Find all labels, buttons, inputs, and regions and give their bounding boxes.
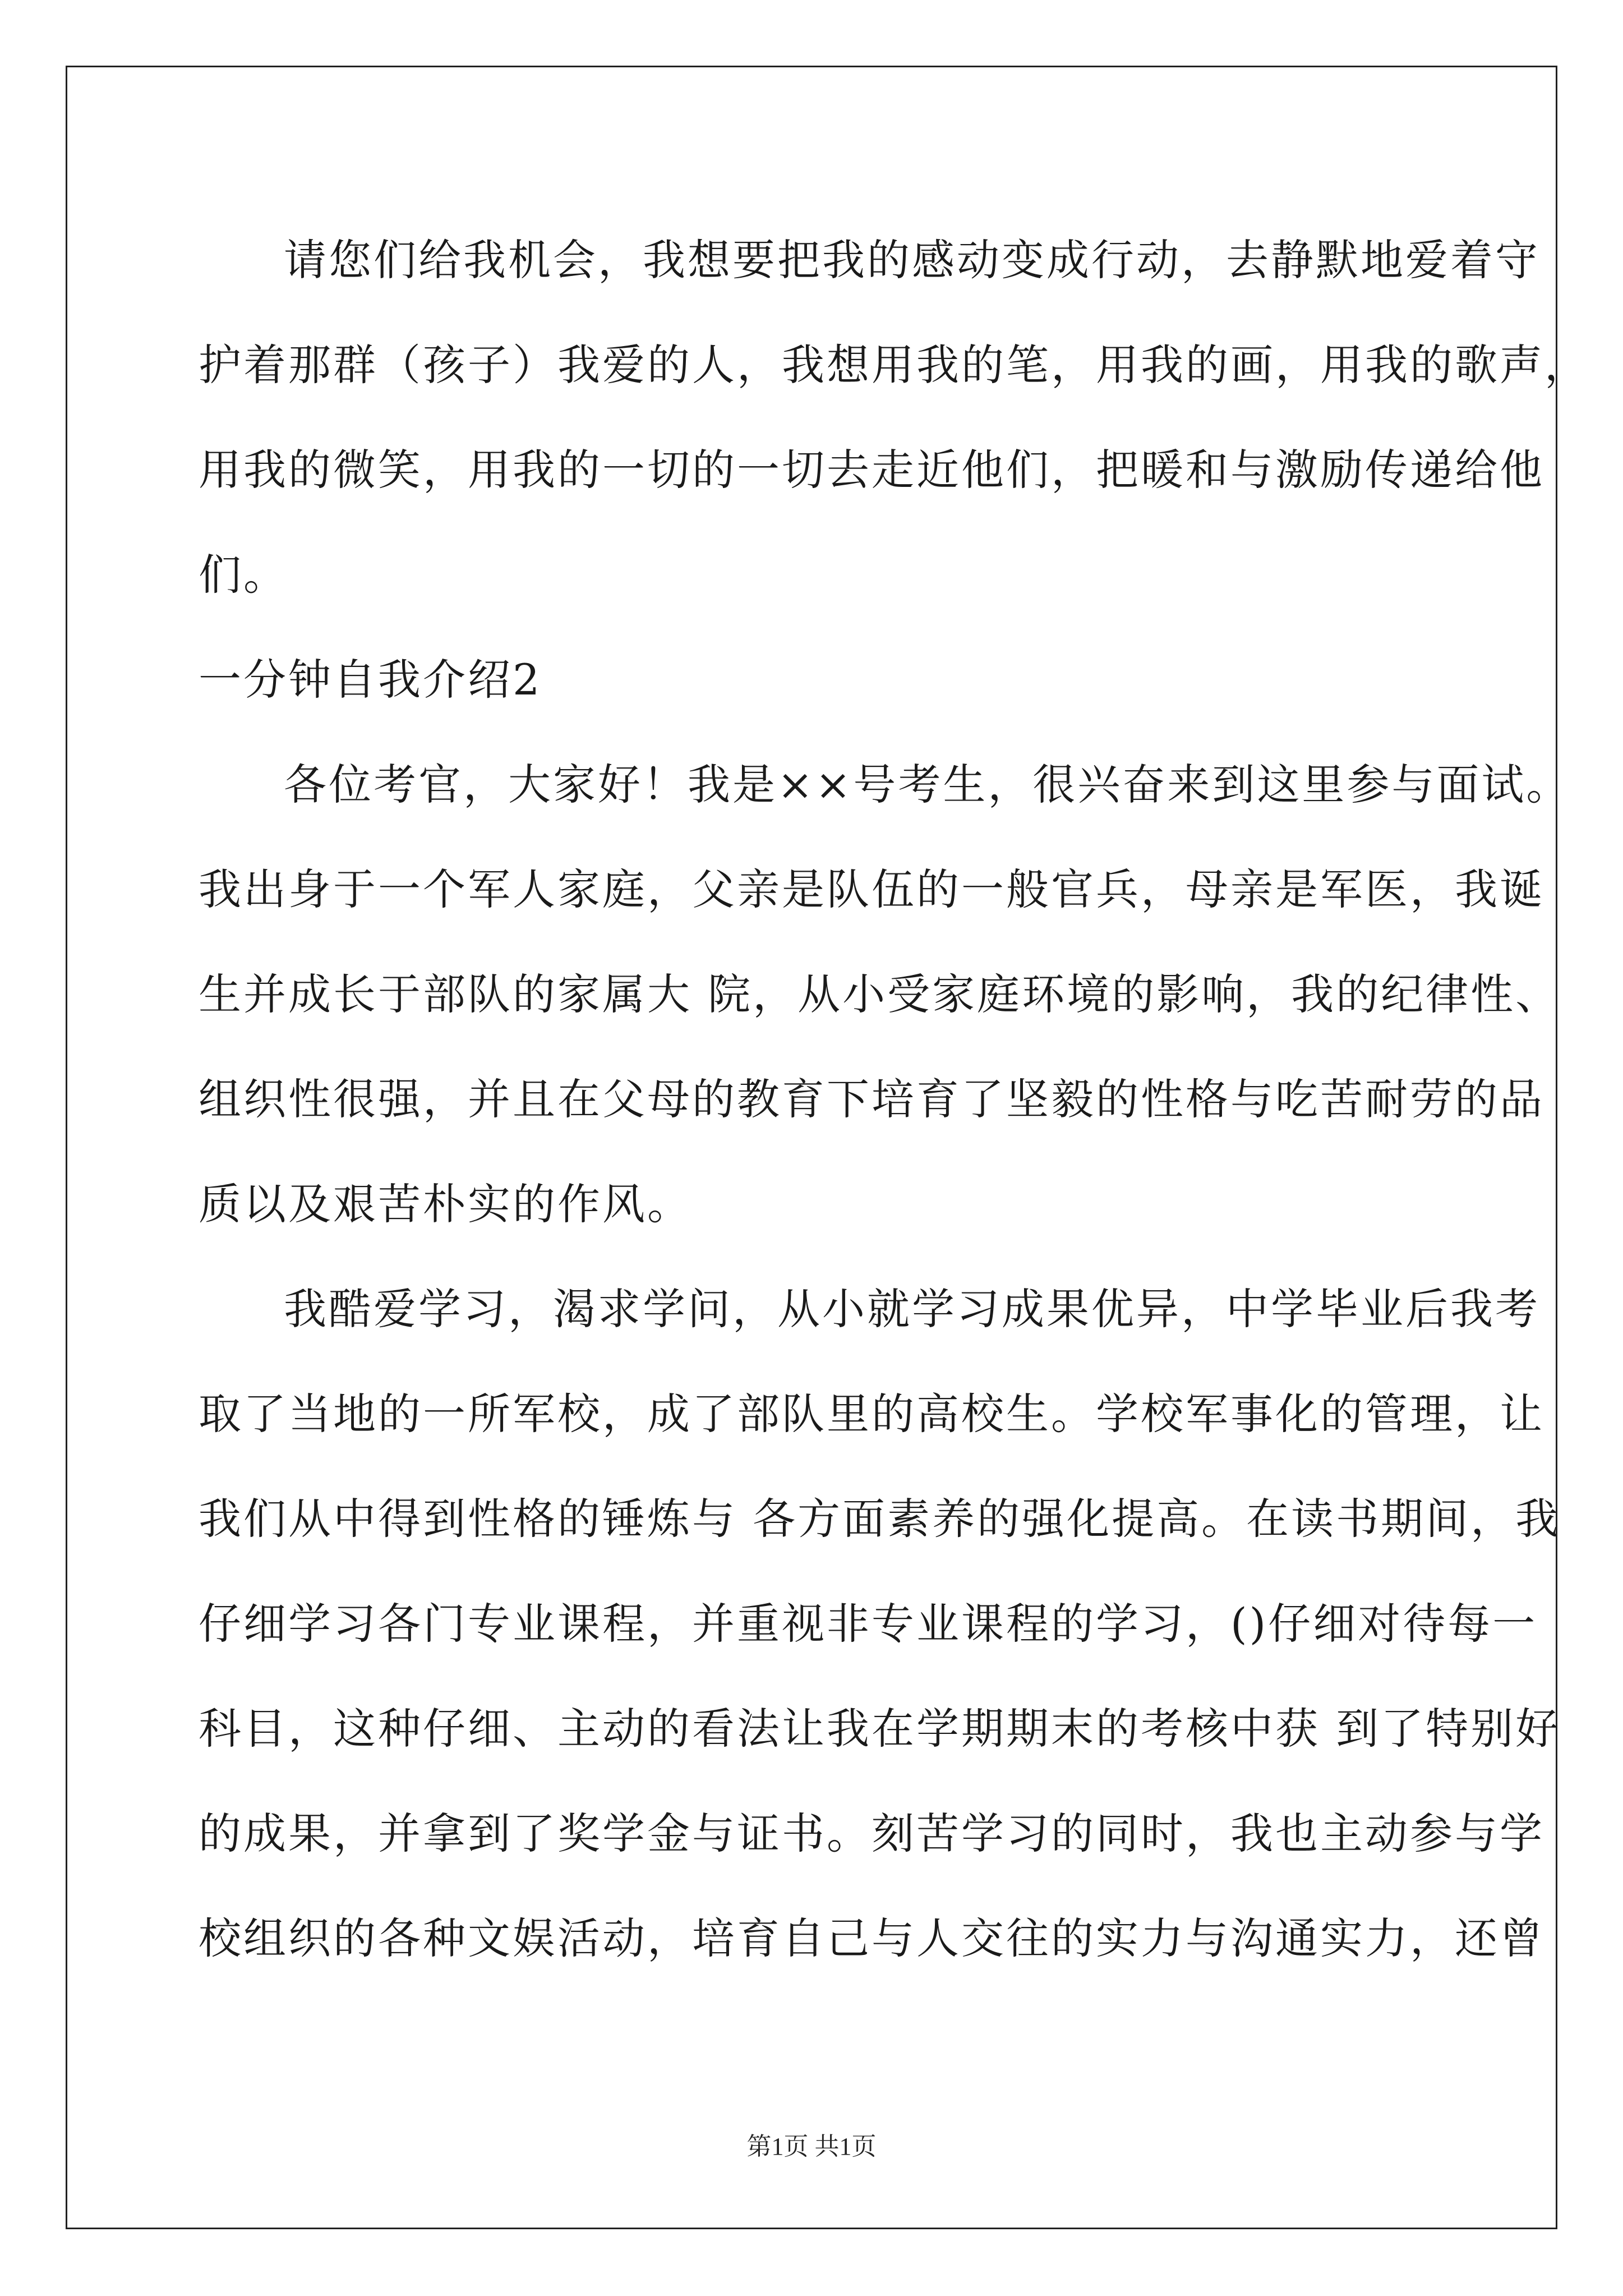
paragraph-line: 的成果，并拿到了奖学金与证书。刻苦学习的同时，我也主动参与学 bbox=[199, 1809, 1544, 1858]
paragraph-line: 请您们给我机会，我想要把我的感动变成行动，去静默地爱着守 bbox=[284, 235, 1540, 285]
paragraph-line: 我出身于一个军人家庭，父亲是队伍的一般官兵，母亲是军医，我诞 bbox=[199, 864, 1544, 914]
paragraph-line: 各位考官，大家好！我是××号考生，很兴奋来到这里参与面试。 bbox=[284, 760, 1571, 809]
document-body bbox=[199, 208, 1589, 1991]
paragraph-line: 取了当地的一所军校，成了部队里的高校生。学校军事化的管理，让 bbox=[199, 1389, 1544, 1439]
paragraph-line: 生并成长于部队的家属大 院，从小受家庭环境的影响，我的纪律性、 bbox=[199, 969, 1561, 1019]
paragraph-line: 组织性很强，并且在父母的教育下培育了坚毅的性格与吃苦耐劳的品 bbox=[199, 1074, 1544, 1124]
paragraph-line: 们。 bbox=[199, 550, 288, 600]
page-footer: 第1页 共1页 bbox=[746, 2133, 877, 2160]
paragraph-line: 校组织的各种文娱活动，培育自己与人交往的实力与沟通实力，还曾 bbox=[199, 1913, 1544, 1963]
paragraph-line: 我们从中得到性格的锤炼与 各方面素养的强化提高。在读书期间，我 bbox=[199, 1494, 1561, 1544]
paragraph-line: 质以及艰苦朴实的作风。 bbox=[199, 1179, 692, 1229]
paragraph-line: 用我的微笑，用我的一切的一切去走近他们，把暖和与激励传递给他 bbox=[199, 445, 1544, 495]
paragraph-line: 科目，这种仔细、主动的看法让我在学期期末的考核中获 到了特别好 bbox=[199, 1704, 1561, 1754]
section-heading: 一分钟自我介绍2 bbox=[199, 655, 542, 705]
paragraph-line: 我酷爱学习，渴求学问，从小就学习成果优异，中学毕业后我考 bbox=[284, 1284, 1540, 1334]
paragraph-line: 护着那群（孩子）我爱的人，我想用我的笔，用我的画，用我的歌声， bbox=[199, 340, 1589, 390]
paragraph-line: 仔细学习各门专业课程，并重视非专业课程的学习，()仔细对待每一 bbox=[199, 1599, 1538, 1649]
